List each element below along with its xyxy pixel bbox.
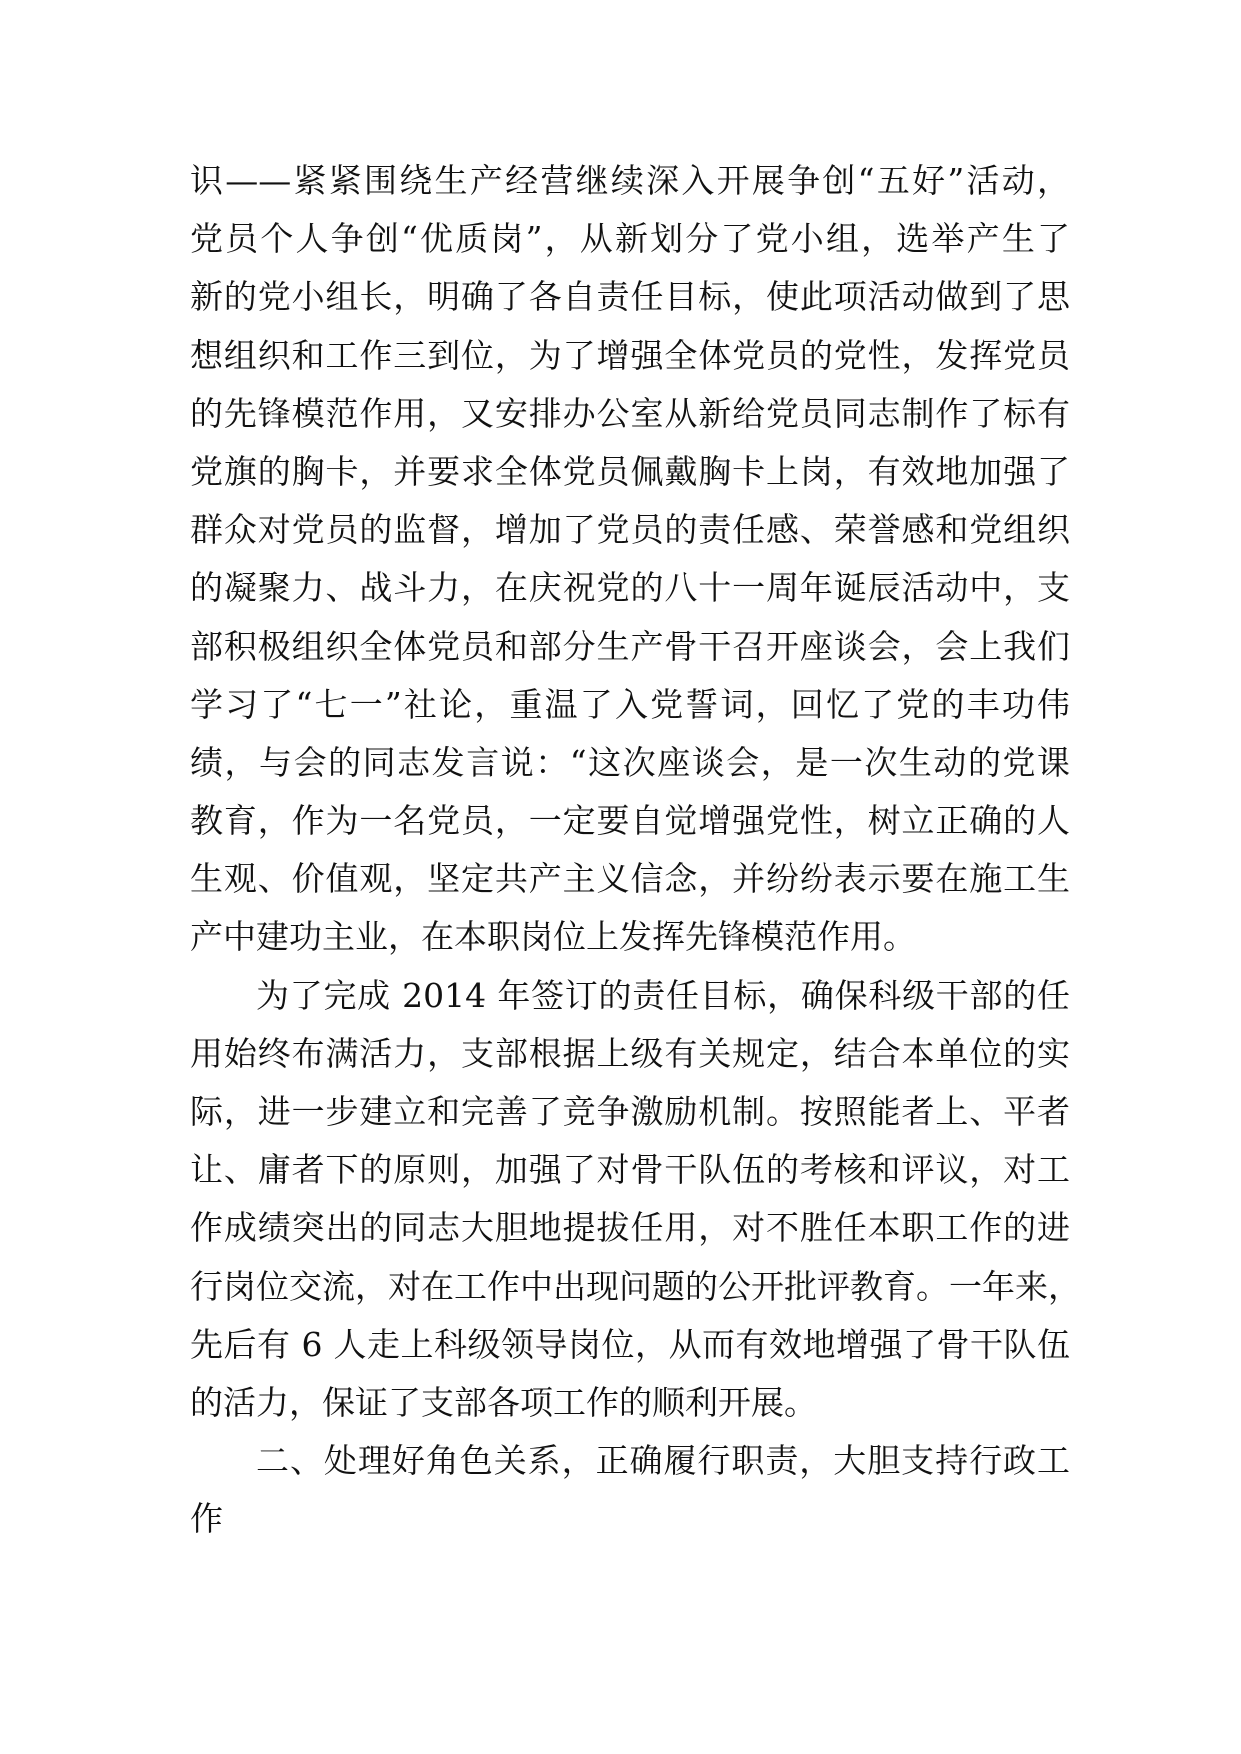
text-line: 行岗位交流，对在工作中出现问题的公开批评教育。一年来， (190, 1266, 1081, 1306)
text-line: 二、处理好角色关系，正确履行职责，大胆支持行政工 (256, 1441, 1070, 1481)
text-line: 新的党小组长，明确了各自责任目标，使此项活动做到了思 (190, 277, 1070, 317)
body-text (190, 152, 1081, 1549)
text-line: 生观、价值观，坚定共产主义信念，并纷纷表示要在施工生 (190, 859, 1070, 899)
text-line: 作成绩突出的同志大胆地提拔任用，对不胜任本职工作的进 (190, 1208, 1070, 1248)
text-line: 绩，与会的同志发言说：“这次座谈会，是一次生动的党课 (190, 742, 1070, 782)
text-line: 部积极组织全体党员和部分生产骨干召开座谈会，会上我们 (190, 626, 1070, 666)
text-line: 为了完成 2014 年签订的责任目标，确保科级干部的任 (256, 975, 1070, 1015)
text-line: 群众对党员的监督，增加了党员的责任感、荣誉感和党组织 (190, 510, 1070, 550)
text-line: 的凝聚力、战斗力，在庆祝党的八十一周年诞辰活动中，支 (190, 568, 1070, 608)
text-line: 产中建功主业，在本职岗位上发挥先锋模范作用。 (190, 917, 916, 957)
text-line: 学习了“七一”社论，重温了入党誓词，回忆了党的丰功伟 (190, 684, 1070, 724)
text-line: 用始终布满活力，支部根据上级有关规定，结合本单位的实 (190, 1033, 1070, 1073)
paragraph (190, 967, 1081, 1433)
text-line: 作 (190, 1499, 223, 1539)
paragraph (190, 152, 1070, 967)
text-line: 党旗的胸卡，并要求全体党员佩戴胸卡上岗，有效地加强了 (190, 451, 1070, 491)
section-heading (190, 1432, 1070, 1548)
text-line: 想组织和工作三到位，为了增强全体党员的党性，发挥党员 (190, 335, 1070, 375)
text-line: 党员个人争创“优质岗”，从新划分了党小组，选举产生了 (190, 219, 1070, 259)
text-line: 识——紧紧围绕生产经营继续深入开展争创“五好”活动， (190, 161, 1070, 200)
text-line: 教育，作为一名党员，一定要自觉增强党性，树立正确的人 (190, 801, 1070, 841)
text-line: 的活力，保证了支部各项工作的顺利开展。 (190, 1382, 817, 1422)
text-line: 先后有 6 人走上科级领导岗位，从而有效地增强了骨干队伍 (190, 1324, 1070, 1364)
text-line: 让、庸者下的原则，加强了对骨干队伍的考核和评议，对工 (190, 1150, 1070, 1190)
text-line: 的先锋模范作用，又安排办公室从新给党员同志制作了标有 (190, 393, 1070, 433)
text-line: 际，进一步建立和完善了竞争激励机制。按照能者上、平者 (190, 1092, 1070, 1131)
